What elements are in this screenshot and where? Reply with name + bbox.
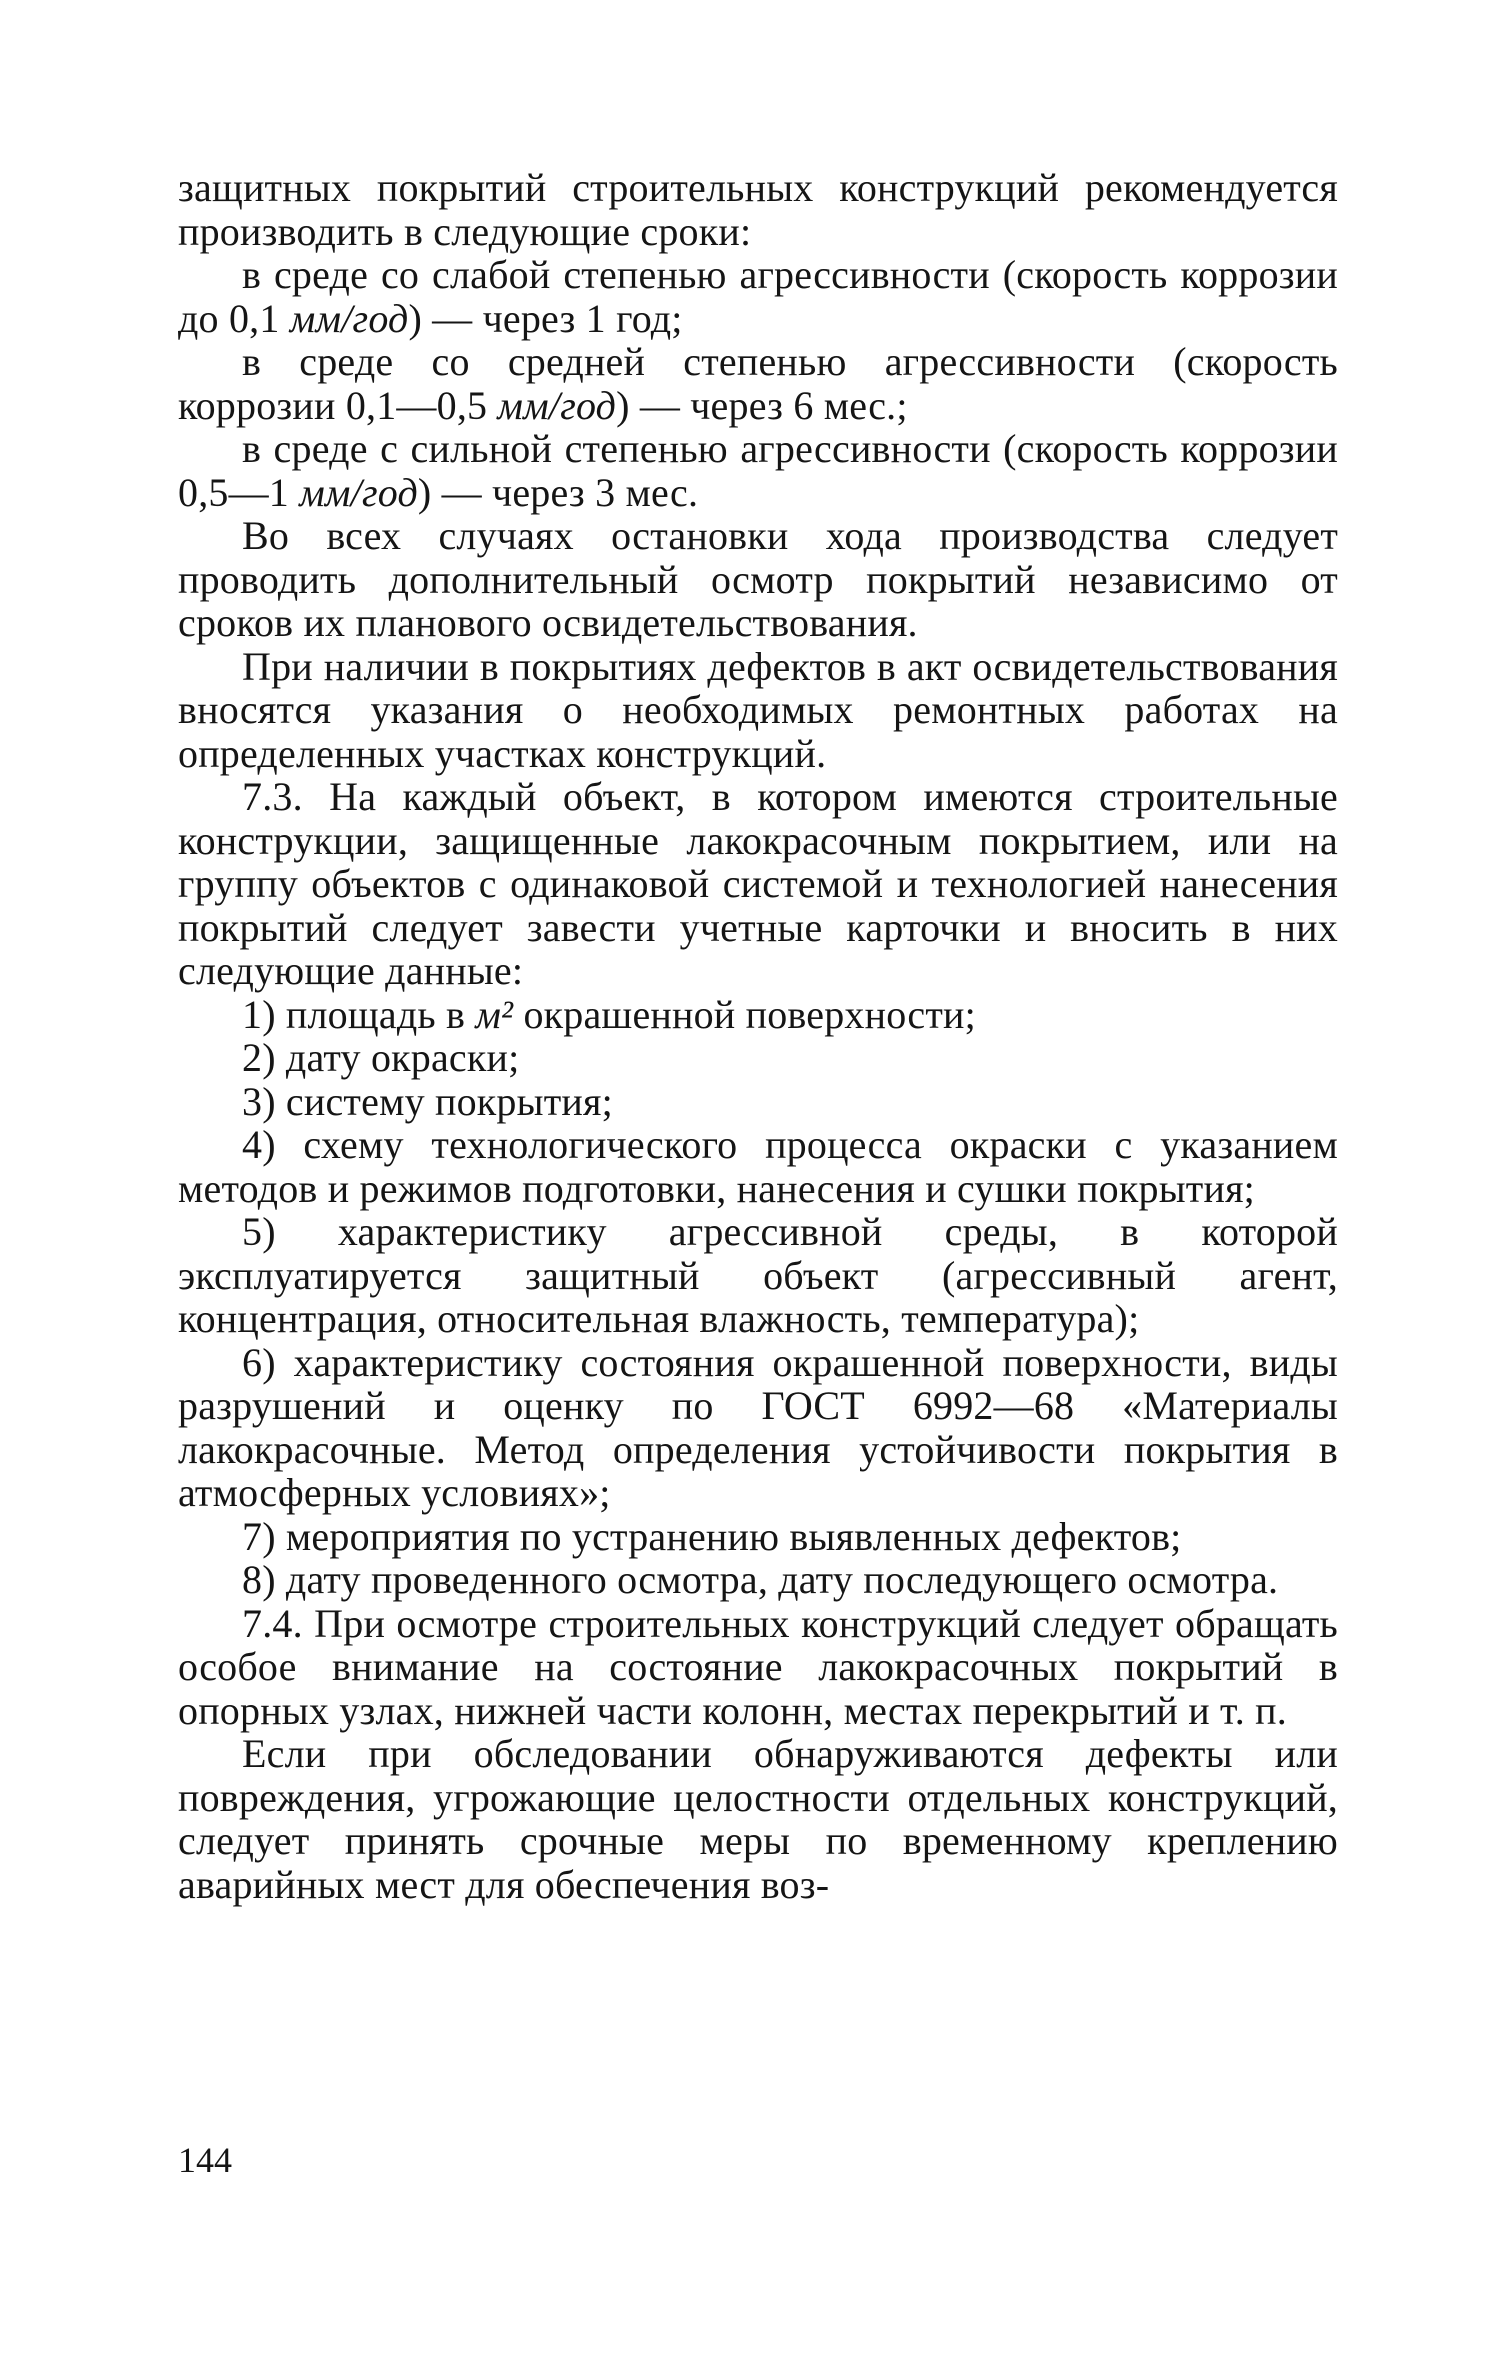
paragraph: [178, 514, 1338, 645]
text-run: 6) характеристику состояния окрашенной поверхности, виды разрушений и оценку по ГОСТ 6992—68 «Материалы лакокрасочные. Метод определения устойчивости покрытия в атмосферных условиях»;: [178, 1339, 1338, 1515]
text-run: 1) площадь в: [242, 991, 476, 1037]
paragraph: [178, 166, 1338, 253]
paragraph: [178, 775, 1338, 993]
text-run: Если при обследовании обнаруживаются дефекты или повреждения, угрожающие целостности отдельных конструкций, следует принять срочные меры по временному креплению аварийных мест для обеспечения воз-: [178, 1731, 1338, 1907]
text-run: ) — через 6 мес.;: [616, 382, 908, 428]
paragraph: [178, 1036, 1338, 1080]
text-run: 4) схему технологического процесса окраски с указанием методов и режимов подготовки, нанесения и сушки покрытия;: [178, 1122, 1338, 1211]
text-run: защитных покрытий строительных конструкций рекомендуется производить в следующие сроки:: [178, 165, 1338, 254]
text-run: м²: [475, 991, 514, 1037]
page-number: 144: [178, 2140, 232, 2180]
paragraph: [178, 1732, 1338, 1906]
text-run: в среде со средней степенью агрессивности (скорость коррозии 0,1—0,5: [178, 339, 1338, 428]
text-run: мм/год: [289, 295, 409, 341]
paragraph: [178, 1515, 1338, 1559]
text-run: в среде с сильной степенью агрессивности (скорость коррозии 0,5—1: [178, 426, 1338, 515]
text-run: При осмотре строительных конструкций следует обращать особое внимание на состояние лакокрасочных покрытий в опорных узлах, нижней части колонн, местах перекрытий и т. п.: [178, 1600, 1338, 1733]
text-run: На каждый объект, в котором имеются строительные конструкции, защищенные лакокрасочным покрытием, или на группу объектов с одинаковой системой и технологией нанесения покрытий следует завести учетные карточки и вносить в них следующие данные:: [178, 774, 1338, 993]
text-run: в среде со слабой степенью агрессивности (скорость коррозии до 0,1: [178, 252, 1338, 341]
text-run: мм/год: [299, 469, 418, 515]
paragraph: [178, 1341, 1338, 1515]
text-run: 7.4.: [242, 1600, 303, 1646]
paragraph: [178, 1602, 1338, 1733]
text-run: 7.3.: [242, 774, 303, 819]
paragraph: [178, 253, 1338, 340]
text-run: мм/год: [497, 382, 617, 428]
document-body: [178, 166, 1338, 1906]
text-run: 8) дату проведенного осмотра, дату последующего осмотра.: [242, 1557, 1279, 1602]
paragraph: [178, 1080, 1338, 1124]
text-run: окрашенной поверхности;: [513, 991, 976, 1037]
paragraph: [178, 993, 1338, 1037]
text-run: 5) характеристику агрессивной среды, в которой эксплуатируется защитный объект (агрессивный агент, концентрация, относительная влажность, температура);: [178, 1209, 1338, 1341]
paragraph: [178, 340, 1338, 427]
text-run: ) — через 3 мес.: [417, 469, 699, 515]
text-run: 2) дату окраски;: [242, 1035, 520, 1080]
text-run: 3) систему покрытия;: [242, 1078, 613, 1124]
paragraph: [178, 427, 1338, 514]
text-run: При наличии в покрытиях дефектов в акт освидетельствования вносятся указания о необходимых ремонтных работах на определенных участках конструкций.: [178, 643, 1338, 776]
paragraph: [178, 1210, 1338, 1341]
text-run: Во всех случаях остановки хода производства следует проводить дополнительный осмотр покрытий независимо от сроков их планового освидетельствования.: [178, 513, 1338, 645]
text-run: ) — через 1 год;: [408, 295, 683, 341]
paragraph: [178, 645, 1338, 776]
paragraph: [178, 1123, 1338, 1210]
text-run: 7) мероприятия по устранению выявленных дефектов;: [242, 1513, 1182, 1559]
paragraph: [178, 1558, 1338, 1602]
